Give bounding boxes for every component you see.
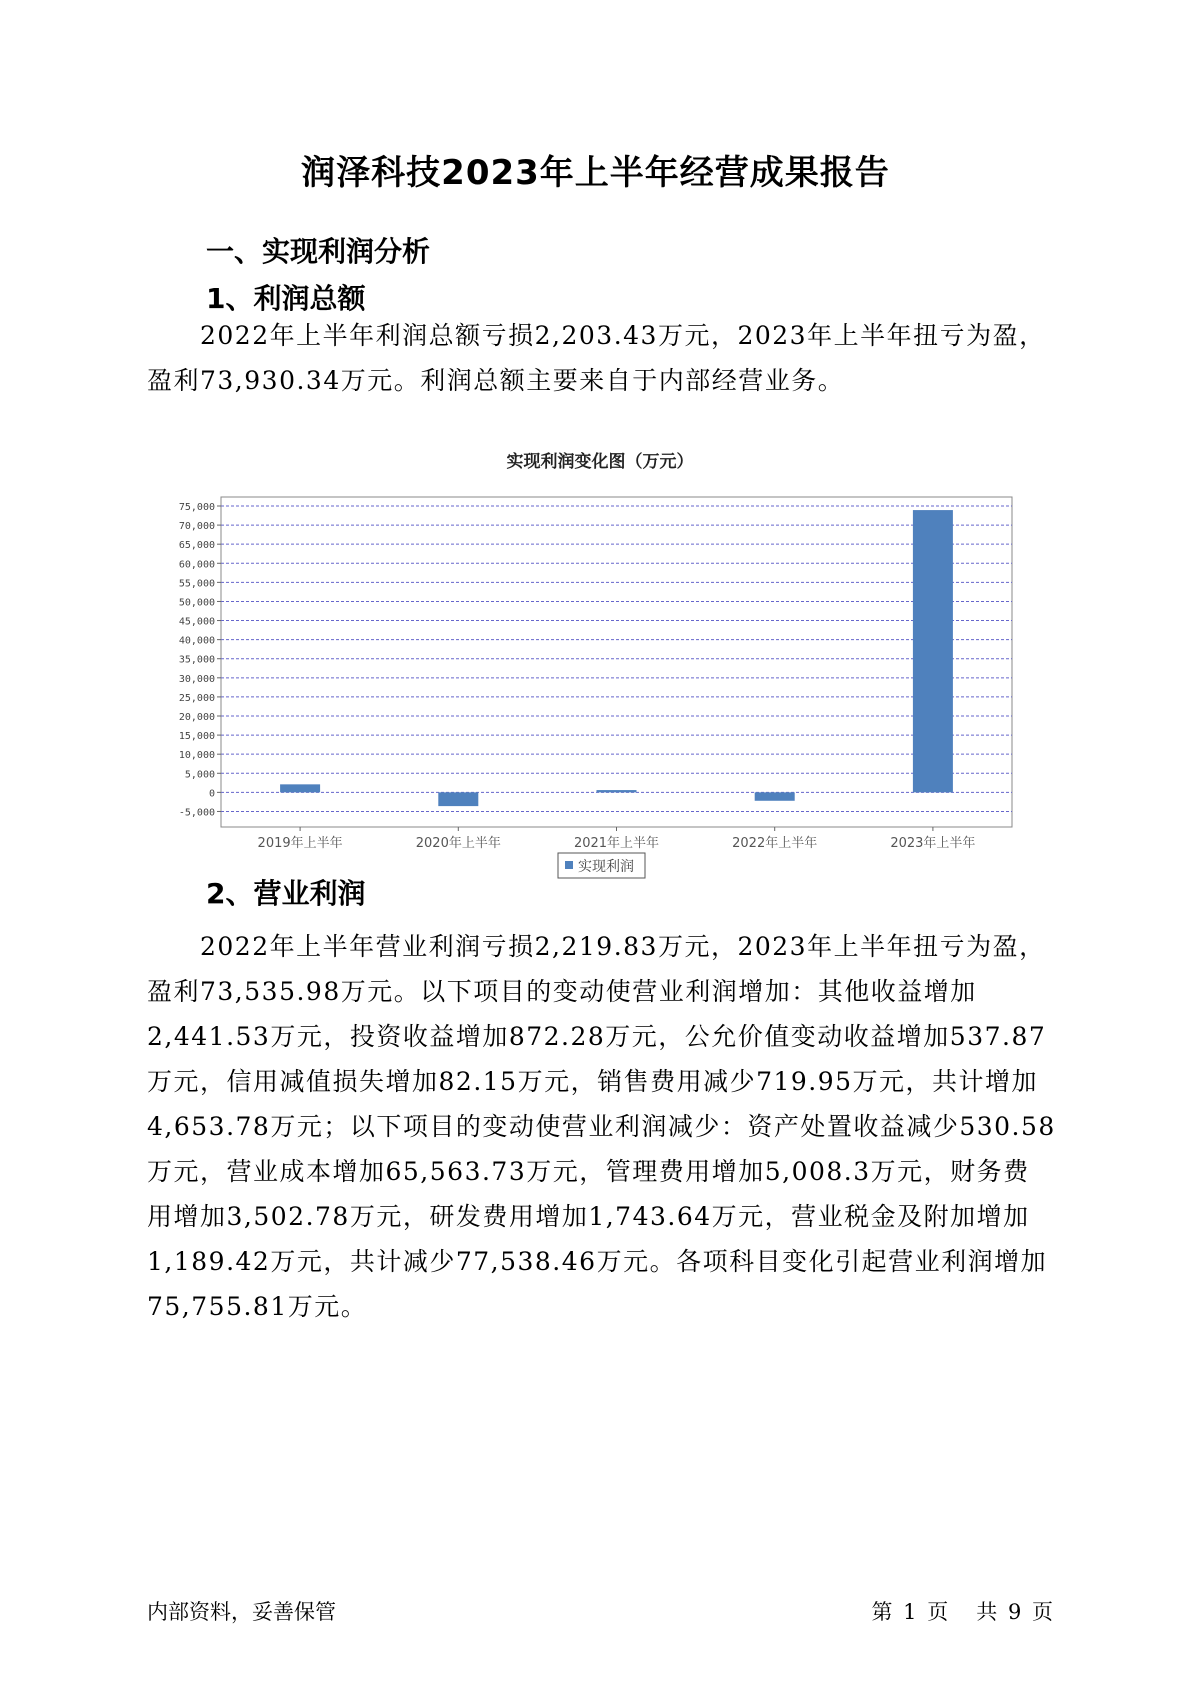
subsection-heading-total-profit: 1、利润总额 bbox=[206, 282, 366, 315]
chart-x-axis bbox=[258, 827, 976, 851]
x-tick-label: 2021年上半年 bbox=[573, 836, 660, 851]
y-tick-label: 0 bbox=[208, 788, 215, 800]
x-tick-label: 2020年上半年 bbox=[415, 836, 501, 851]
paragraph-line: 1,189.42万元，共计减少77,538.46万元。各项科目变化引起营业利润增加 bbox=[147, 1247, 1048, 1276]
paragraph-line: 2022年上半年营业利润亏损2,219.83万元，2023年上半年扭亏为盈， bbox=[200, 932, 1046, 961]
paragraph-line: 万元，营业成本增加65,563.73万元，管理费用增加5,008.3万元，财务费 bbox=[147, 1157, 1030, 1186]
y-tick-label: 65,000 bbox=[178, 540, 215, 552]
x-tick-label: 2023年上半年 bbox=[890, 836, 976, 851]
y-tick-label: 25,000 bbox=[178, 692, 215, 704]
paragraph-line: 万元，信用减值损失增加82.15万元，销售费用减少719.95万元，共计增加 bbox=[147, 1067, 1039, 1096]
paragraph-line: 4,653.78万元；以下项目的变动使营业利润减少：资产处置收益减少530.58 bbox=[147, 1112, 1056, 1141]
footer-page-indicator bbox=[870, 1596, 1054, 1626]
y-tick-label: 10,000 bbox=[178, 750, 215, 762]
profit-bar-chart bbox=[150, 450, 1050, 910]
legend-label-realized-profit: 实现利润 bbox=[578, 859, 634, 875]
paragraph-line: 2022年上半年利润总额亏损2,203.43万元，2023年上半年扭亏为盈， bbox=[200, 321, 1046, 350]
y-tick-label: 75,000 bbox=[178, 502, 215, 513]
chart-bar bbox=[438, 792, 478, 806]
legend-swatch bbox=[565, 861, 573, 869]
y-tick-label: 40,000 bbox=[178, 635, 215, 647]
total-unit: 页 bbox=[1032, 1600, 1053, 1624]
chart-plot-area bbox=[221, 497, 1012, 827]
page-number: 1 bbox=[903, 1600, 917, 1624]
y-tick-label: 45,000 bbox=[178, 616, 215, 628]
document-title: 润泽科技2023年上半年经营成果报告 bbox=[301, 153, 890, 193]
y-tick-label: 70,000 bbox=[178, 521, 215, 533]
paragraph-line: 75,755.81万元。 bbox=[147, 1292, 368, 1321]
paragraph-operating-profit bbox=[147, 924, 1055, 1329]
x-tick-label: 2019年上半年 bbox=[257, 836, 343, 851]
y-tick-label: 35,000 bbox=[178, 654, 215, 666]
y-tick-label: 20,000 bbox=[178, 712, 215, 723]
page-unit: 页 bbox=[927, 1600, 949, 1624]
subsection-heading-operating-profit: 2、营业利润 bbox=[206, 877, 366, 910]
y-tick-label: 15,000 bbox=[178, 731, 215, 743]
y-tick-label: 50,000 bbox=[178, 597, 215, 609]
page-prefix: 第 bbox=[871, 1600, 893, 1624]
chart-bar bbox=[913, 510, 953, 792]
paragraph-total-profit bbox=[147, 313, 1055, 403]
section-heading-profit-analysis: 一、实现利润分析 bbox=[206, 235, 431, 268]
x-tick-label: 2022年上半年 bbox=[732, 836, 818, 851]
chart-bar bbox=[755, 792, 795, 800]
total-pages: 9 bbox=[1007, 1600, 1022, 1624]
total-prefix: 共 bbox=[976, 1600, 998, 1624]
chart-title: 实现利润变化图（万元） bbox=[506, 452, 694, 472]
paragraph-line: 盈利73,930.34万元。利润总额主要来自于内部经营业务。 bbox=[147, 366, 845, 395]
paragraph-line: 用增加3,502.78万元，研发费用增加1,743.64万元，营业税金及附加增加 bbox=[147, 1202, 1030, 1231]
y-tick-label: 5,000 bbox=[184, 769, 215, 781]
footer-confidential-note: 内部资料，妥善保管 bbox=[147, 1600, 336, 1624]
y-tick-label: 60,000 bbox=[178, 559, 215, 571]
chart-legend bbox=[558, 853, 645, 878]
paragraph-line: 2,441.53万元，投资收益增加872.28万元，公允价值变动收益增加537.87 bbox=[147, 1022, 1047, 1051]
chart-y-axis bbox=[179, 502, 221, 818]
y-tick-label: 30,000 bbox=[178, 673, 215, 685]
y-tick-label: 55,000 bbox=[178, 578, 215, 590]
chart-bar bbox=[597, 790, 637, 792]
paragraph-line: 盈利73,535.98万元。以下项目的变动使营业利润增加：其他收益增加 bbox=[147, 977, 977, 1006]
y-tick-label: -5,000 bbox=[178, 807, 215, 819]
chart-bar bbox=[280, 784, 320, 792]
